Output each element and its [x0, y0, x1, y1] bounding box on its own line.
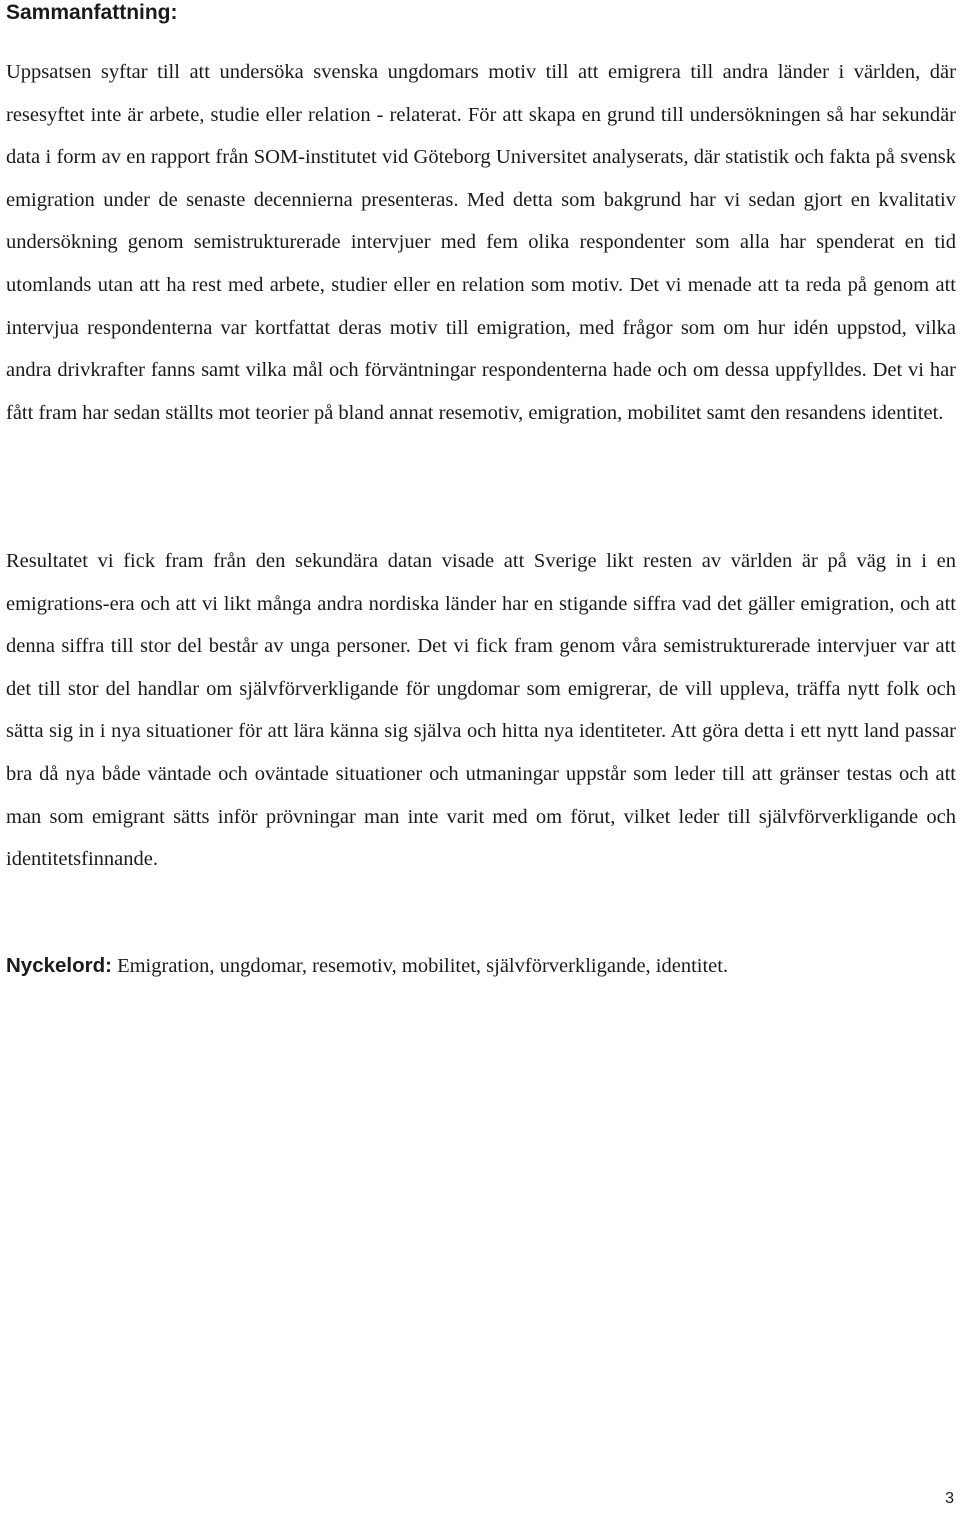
keywords-text: Emigration, ungdomar, resemotiv, mobilitet, självförverkligande, identitet.: [111, 955, 729, 977]
keywords-label: Nyckelord:: [6, 954, 112, 977]
page-number: 3: [945, 1490, 954, 1507]
paragraph-2: Resultatet vi fick fram från den sekundära datan visade att Sverige likt resten av världen är på väg in i en emigrations-era och att vi likt många andra nordiska länder har en stigande siffra vad det gäller emigration, och att denna siffra till stor del består av unga personer. Det vi fick fram genom våra semistrukturerade intervjuer var att det till stor del handlar om självförverkligande för ungdomar som emigrerar, de vill uppleva, träffa nytt folk och sätta sig in i nya situationer för att lära känna sig själva och hitta nya identiteter. Att göra detta i ett nytt land passar bra då nya både väntade och oväntade situationer och utmaningar uppstår som leder till att gränser testas och att man som emigrant sätts inför prövningar man inte varit med om förut, vilket leder till självförverkligande och identitetsfinnande.: [6, 550, 956, 871]
keywords-line: [6, 945, 956, 988]
section-heading: Sammanfattning:: [6, 1, 178, 24]
paragraph-1: Uppsatsen syftar till att undersöka svenska ungdomars motiv till att emigrera till andra länder i världen, där resesyftet inte är arbete, studie eller relation - relaterat. För att skapa en grund till undersökningen så har sekundär data i form av en rapport från SOM-institutet vid Göteborg Universitet analyserats, där statistik och fakta på svensk emigration under de senaste decennierna presenteras. Med detta som bakgrund har vi sedan gjort en kvalitativ undersökning genom semistrukturerade intervjuer med fem olika respondenter som alla har spenderat en tid utomlands utan att ha rest med arbete, studier eller en relation som motiv. Det vi menade att ta reda på genom att intervjua respondenterna var kortfattat deras motiv till emigration, med frågor som om hur idén uppstod, vilka andra drivkrafter fanns samt vilka mål och förväntningar respondenterna hade och om dessa uppfylldes. Det vi har fått fram har sedan ställts mot teorier på bland annat resemotiv, emigration, mobilitet samt den resandens identitet.: [6, 61, 956, 424]
